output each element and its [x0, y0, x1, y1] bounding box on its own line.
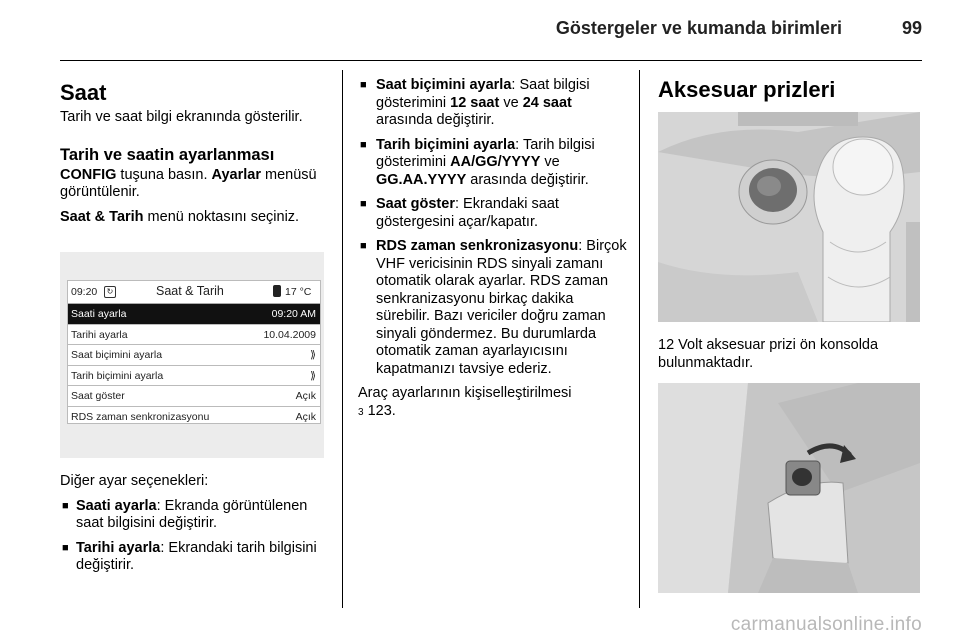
- list-item: [358, 77, 628, 130]
- instruction-text: menü noktasını seçiniz.: [143, 208, 300, 225]
- instruction-paragraph-1: [60, 167, 328, 202]
- rear-outlet-photo: [658, 383, 920, 593]
- section-heading-saat: Saat: [60, 80, 107, 105]
- bullet-icon: ■: [360, 138, 367, 151]
- display-time: 09:20: [71, 286, 98, 298]
- cross-reference-page[interactable]: 123.: [367, 402, 396, 419]
- subheading-set-time: Tarih ve saatin ayarlanması: [60, 145, 275, 164]
- option-text: : Saat bilgisi gösterimini: [376, 77, 590, 111]
- option-term: Saat biçimini ayarla: [376, 77, 512, 93]
- display-menu-row: [68, 366, 320, 387]
- option-text: : Ekrandaki saat göstergesini açar/kapatır.: [376, 196, 559, 230]
- list-item: [60, 540, 328, 575]
- page-number: 99: [901, 18, 922, 38]
- row-value: 10.04.2009: [263, 328, 316, 341]
- list-item: [358, 137, 628, 190]
- option-text: ve: [499, 94, 523, 111]
- intro-text: Tarih ve saat bilgi ekranında gösterilir.: [60, 109, 303, 125]
- info-display-screen: [67, 280, 321, 424]
- option-text: : Ekrandaki tarih bilgisini değiştirir.: [76, 539, 317, 573]
- rear-outlet-illustration: [658, 383, 920, 593]
- display-menu-row: [68, 407, 320, 427]
- column-1: [60, 80, 328, 233]
- option-text: : Birçok VHF vericisinin RDS sinyali zamanı otomatik olarak ayarlar. RDS zaman senkranizasyonu birkaç dakika sürebilir. Bazı vericiler doğru zaman sinyali göndermez. Bu durumlarda otomatik zaman ayarlayıcısını kapatmanızı tavsiye ederiz.: [376, 238, 627, 377]
- thermometer-icon: [273, 285, 281, 297]
- row-value: 09:20 AM: [271, 308, 316, 320]
- menu-item-label: Saat & Tarih: [60, 208, 144, 225]
- instruction-text: menüsü görüntülenir.: [60, 166, 317, 200]
- power-outlet-photo: [658, 112, 920, 322]
- option-text: : Tarih bilgisi gösterimini: [376, 136, 595, 170]
- bullet-icon: ■: [62, 499, 69, 512]
- row-label: Saati ayarla: [71, 308, 127, 320]
- option-text: : Ekranda görüntülenen saat bilgisini değiştirir.: [76, 497, 308, 531]
- row-value: Açık: [295, 390, 316, 403]
- row-label: Tarih biçimini ayarla: [71, 369, 164, 382]
- row-label: RDS zaman senkronizasyonu: [71, 410, 210, 423]
- option-term: Tarihi ayarla: [76, 539, 161, 556]
- section-heading-power-outlets: Aksesuar prizleri: [658, 77, 836, 102]
- info-display-figure: [60, 252, 324, 458]
- config-key: CONFIG: [60, 166, 117, 183]
- running-header-title: Göstergeler ve kumanda birimleri: [555, 18, 842, 38]
- clock-sync-icon: ↻: [104, 286, 116, 298]
- column-1-lower: [60, 473, 328, 582]
- option-text: arasında değiştirir.: [376, 112, 495, 128]
- chevron-right-icon: ⟫: [310, 349, 316, 362]
- list-item: [60, 498, 328, 533]
- header-divider: [60, 60, 922, 61]
- chevron-right-icon: ⟫: [310, 369, 316, 382]
- column-2: [358, 77, 628, 428]
- display-menu-row: [68, 304, 320, 325]
- bullet-icon: ■: [360, 198, 367, 210]
- bullet-icon: ■: [360, 240, 367, 252]
- display-menu-row: [68, 386, 320, 407]
- column-divider: [639, 70, 640, 608]
- arrow-icon: 3: [358, 406, 364, 418]
- option-value: AA/GG/YYYY: [450, 154, 541, 170]
- bullet-icon: ■: [62, 541, 69, 554]
- row-label: Saat biçimini ayarla: [71, 349, 163, 362]
- display-menu-row: [68, 325, 320, 346]
- column-divider: [342, 70, 343, 608]
- column-3: [658, 77, 923, 106]
- option-term: RDS zaman senkronizasyonu: [376, 238, 579, 254]
- gear-lever-illustration: [658, 112, 920, 322]
- options-list: [60, 498, 328, 575]
- display-status-bar: [68, 281, 320, 304]
- outlet-caption: 12 Volt aksesuar prizi ön konsolda bulunmaktadır.: [658, 337, 879, 371]
- option-value: 24 saat: [522, 94, 572, 111]
- option-value: 12 saat: [450, 94, 500, 111]
- option-text: arasında değiştirir.: [466, 171, 589, 188]
- other-options-text: Diğer ayar seçenekleri:: [60, 473, 209, 489]
- option-term: Tarih biçimini ayarla: [376, 136, 516, 153]
- column-3-caption: [658, 337, 923, 379]
- option-text: ve: [540, 154, 560, 170]
- instruction-text: tuşuna basın.: [116, 166, 212, 183]
- instruction-paragraph-2: [60, 209, 328, 227]
- options-list: [358, 77, 628, 378]
- display-menu-row: [68, 345, 320, 366]
- row-value: Açık: [295, 410, 316, 423]
- list-item: [358, 196, 628, 231]
- watermark: carmanualsonline.info: [730, 614, 922, 635]
- option-value: GG.AA.YYYY: [376, 171, 467, 188]
- settings-menu-label: Ayarlar: [211, 166, 261, 183]
- bullet-icon: ■: [360, 79, 367, 91]
- row-label: Tarihi ayarla: [71, 328, 128, 341]
- display-temperature: 17 °C: [285, 286, 312, 298]
- cross-reference: [358, 385, 628, 421]
- display-menu-title: Saat & Tarih: [156, 284, 224, 298]
- list-item: [358, 238, 628, 378]
- cross-reference-text: Araç ayarlarının kişiselleştirilmesi: [358, 385, 572, 401]
- option-term: Saati ayarla: [76, 497, 157, 514]
- row-label: Saat göster: [71, 390, 125, 403]
- option-term: Saat göster: [376, 196, 455, 212]
